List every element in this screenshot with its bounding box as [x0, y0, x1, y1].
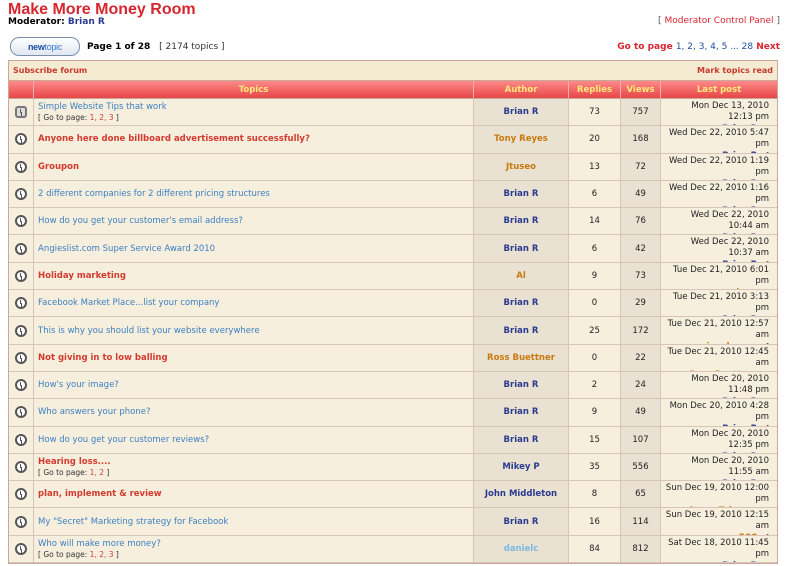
view-latest-post-icon[interactable] — [759, 151, 769, 152]
subscribe-bar — [9, 61, 777, 81]
replies-count: 25 — [569, 317, 621, 343]
table-row — [9, 235, 777, 262]
replies-count: 15 — [569, 427, 621, 453]
views-count: 107 — [621, 427, 661, 453]
views-count: 114 — [621, 508, 661, 534]
table-row — [9, 290, 777, 317]
topic-icon — [15, 215, 27, 227]
topic-pagination: [ Go to page: 1, 2 ] — [38, 468, 110, 477]
table-row — [9, 181, 777, 208]
mark-topics-read-link[interactable]: Mark topics read — [697, 66, 773, 75]
last-post-author-link[interactable] — [722, 479, 757, 480]
table-row — [9, 208, 777, 235]
topic-title-link[interactable]: Not giving in to low balling — [38, 352, 168, 363]
view-latest-post-icon[interactable] — [759, 561, 769, 562]
replies-count: 14 — [569, 208, 621, 234]
last-post-date: Wed Dec 22, 2010 1:16 pm — [668, 182, 769, 204]
view-latest-post-icon[interactable] — [759, 479, 769, 480]
table-row — [9, 372, 777, 399]
page-info — [87, 42, 225, 52]
last-post-date: Wed Dec 22, 2010 10:44 am — [690, 210, 769, 232]
last-post-date: Tue Dec 21, 2010 12:57 am — [667, 319, 769, 341]
replies-count: 16 — [569, 508, 621, 534]
moderator-name[interactable]: Brian R — [67, 17, 105, 27]
last-post-date: Mon Dec 20, 2010 11:48 pm — [691, 373, 769, 395]
last-post-date: Tue Dec 21, 2010 12:45 am — [667, 346, 769, 368]
topic-title-link[interactable]: Groupon — [38, 161, 80, 172]
topic-title-link[interactable]: Holiday marketing — [38, 270, 126, 281]
views-count: 49 — [621, 181, 661, 207]
column-views: Views — [621, 81, 661, 98]
moderator-control-panel: [ Moderator Control Panel ] — [657, 16, 780, 26]
column-author: Author — [474, 81, 569, 98]
replies-count: 84 — [569, 536, 621, 562]
topic-page-links[interactable]: 1, 2 — [89, 468, 104, 477]
last-post-date: Mon Dec 20, 2010 4:28 pm — [669, 401, 769, 423]
replies-count: 35 — [569, 454, 621, 480]
views-count: 76 — [621, 208, 661, 234]
topic-icon — [15, 352, 27, 364]
page-links[interactable]: 1, 2, 3, 4, 5 ... 28 — [675, 42, 754, 52]
view-latest-post-icon[interactable] — [759, 342, 769, 343]
topic-title-link[interactable]: Who will make more money? — [38, 538, 161, 549]
table-header — [9, 81, 777, 99]
replies-count: 9 — [569, 399, 621, 425]
table-row — [9, 399, 777, 426]
view-latest-post-icon[interactable] — [759, 370, 769, 371]
topic-title-link[interactable]: 2 different companies for 2 different pricing structures — [38, 189, 270, 200]
topic-title-link[interactable]: How do you get your customer reviews? — [38, 434, 210, 445]
last-post-author-link[interactable] — [722, 424, 757, 425]
views-count: 42 — [621, 235, 661, 261]
last-post-author-link[interactable] — [722, 260, 757, 261]
topic-title-link[interactable]: plan, implement & review — [38, 489, 162, 500]
topic-author-link[interactable]: danielc — [503, 543, 539, 554]
topic-author-link[interactable]: Brian R — [503, 298, 539, 309]
view-latest-post-icon[interactable] — [759, 288, 769, 289]
views-count: 29 — [621, 290, 661, 316]
topic-title-link[interactable]: Facebook Market Place...list your company — [38, 298, 220, 309]
replies-count: 20 — [569, 126, 621, 152]
last-post-date: Sat Dec 18, 2010 11:45 pm — [668, 537, 769, 559]
view-latest-post-icon[interactable] — [759, 424, 769, 425]
last-post-author-link[interactable] — [688, 506, 757, 507]
last-post-date: Sun Dec 19, 2010 12:15 am — [665, 510, 769, 532]
topic-author-link[interactable]: Ross Buettner — [487, 352, 555, 363]
views-count: 22 — [621, 345, 661, 371]
last-post-date: Sun Dec 19, 2010 12:00 pm — [665, 483, 769, 505]
topic-title-link[interactable]: Anyone here done billboard advertisement successfully? — [38, 134, 310, 145]
topic-author-link[interactable]: Brian R — [503, 107, 539, 118]
column-last-post: Last post — [696, 84, 742, 95]
last-post-date: Mon Dec 13, 2010 12:13 pm — [691, 101, 769, 122]
topic-author-link[interactable]: Brian R — [503, 434, 539, 445]
replies-count: 9 — [569, 263, 621, 289]
last-post-date: Mon Dec 20, 2010 11:55 am — [691, 455, 769, 477]
topic-page-links[interactable]: 1, 2, 3 — [89, 549, 114, 559]
replies-count: 0 — [569, 290, 621, 316]
topic-author-link[interactable]: Brian R — [503, 516, 539, 527]
view-latest-post-icon[interactable] — [759, 397, 769, 398]
topic-rows — [9, 99, 777, 563]
topic-title-link[interactable]: Simple Website Tips that work — [38, 102, 167, 113]
last-post-author-link[interactable] — [722, 315, 757, 316]
last-post-author-link[interactable] — [722, 206, 757, 207]
last-post-author-link[interactable] — [722, 233, 757, 234]
last-post-author-link[interactable] — [722, 452, 757, 453]
topic-icon — [15, 488, 27, 500]
view-latest-post-icon[interactable] — [759, 533, 769, 534]
view-latest-post-icon[interactable] — [759, 206, 769, 207]
pinned-topic-icon — [15, 106, 27, 118]
column-replies: Replies — [569, 81, 621, 98]
table-row — [9, 481, 777, 508]
topic-author-link[interactable]: Brian R — [503, 243, 539, 254]
views-count: 556 — [621, 454, 661, 480]
moderator-label: Moderator: — [8, 17, 65, 27]
topic-author-link[interactable]: Brian R — [503, 216, 539, 227]
topic-icon — [15, 161, 27, 173]
topic-icon — [15, 297, 27, 309]
topic-author-link[interactable]: Al — [516, 270, 526, 281]
topic-title-link[interactable]: How do you get your customer's email address? — [38, 216, 243, 227]
topic-icon — [15, 133, 27, 145]
last-post-date: Tue Dec 21, 2010 6:01 pm — [672, 264, 769, 286]
page-title[interactable]: Make More Money Room — [8, 1, 196, 18]
last-post-author-link[interactable] — [722, 151, 757, 152]
views-count: 73 — [621, 263, 661, 289]
view-latest-post-icon[interactable] — [759, 315, 769, 316]
view-latest-post-icon[interactable] — [759, 452, 769, 453]
views-count: 72 — [621, 154, 661, 180]
topic-icon — [15, 243, 27, 255]
last-post-author-link[interactable] — [722, 561, 757, 562]
topic-title-link[interactable]: Hearing loss.... — [38, 457, 111, 467]
last-post-date: Wed Dec 22, 2010 5:47 pm — [668, 128, 769, 150]
topic-title-link[interactable]: Who answers your phone? — [38, 407, 151, 418]
replies-count: 2 — [569, 372, 621, 398]
views-count: 812 — [621, 536, 661, 562]
view-latest-post-icon[interactable] — [759, 179, 769, 180]
topic-icon — [15, 461, 27, 473]
topic-icon — [15, 406, 27, 418]
views-count: 49 — [621, 399, 661, 425]
topic-page-links[interactable]: 1, 2, 3 — [89, 113, 114, 123]
view-latest-post-icon[interactable] — [759, 124, 769, 125]
last-post-author-link[interactable] — [722, 124, 757, 125]
view-latest-post-icon[interactable] — [759, 506, 769, 507]
table-row — [9, 99, 777, 126]
views-count: 172 — [621, 317, 661, 343]
topic-title-link[interactable]: My "Secret" Marketing strategy for Facebook — [38, 516, 229, 527]
views-count: 65 — [621, 481, 661, 507]
last-post-author-link[interactable] — [681, 342, 757, 343]
moderator-control-panel-link[interactable]: Moderator Control Panel — [664, 16, 774, 26]
last-post-author-link[interactable] — [703, 288, 758, 289]
table-row — [9, 536, 777, 563]
topic-author-link[interactable]: Brian R — [503, 407, 539, 418]
topic-icon — [15, 379, 27, 391]
last-post-date: Wed Dec 22, 2010 10:37 am — [690, 237, 769, 259]
table-row — [9, 126, 777, 153]
topic-icon — [15, 188, 27, 200]
topic-author-link[interactable]: Jtuseo — [506, 161, 536, 172]
topic-title-link[interactable]: This is why you should list your website everywhere — [38, 325, 260, 336]
last-post-date: Wed Dec 22, 2010 1:19 pm — [668, 155, 769, 177]
topic-author-link[interactable]: Brian R — [503, 380, 539, 391]
topics-count: [ 2174 topics ] — [159, 42, 225, 52]
replies-count: 0 — [569, 345, 621, 371]
last-post-author-link[interactable] — [739, 533, 757, 534]
last-post-date: Tue Dec 21, 2010 3:13 pm — [672, 292, 769, 314]
topics-table — [8, 60, 778, 564]
replies-count: 73 — [569, 99, 621, 125]
topic-icon — [15, 270, 27, 282]
topic-pagination: [ Go to page: 1, 2, 3 ] — [38, 113, 119, 123]
table-row — [9, 508, 777, 535]
topic-author-link[interactable]: Brian R — [503, 325, 539, 336]
view-latest-post-icon[interactable] — [759, 233, 769, 234]
table-row — [9, 427, 777, 454]
topic-author-link[interactable]: Mikey P — [502, 462, 540, 472]
replies-count: 8 — [569, 481, 621, 507]
topic-pagination: [ Go to page: 1, 2, 3 ] — [38, 549, 119, 559]
last-post-author-link[interactable] — [689, 370, 757, 371]
column-topics: Topics — [34, 81, 474, 98]
view-latest-post-icon[interactable] — [759, 260, 769, 261]
table-row — [9, 317, 777, 344]
last-post-date: Mon Dec 20, 2010 12:35 pm — [691, 428, 769, 450]
table-row — [9, 345, 777, 372]
next-page-link[interactable]: Next — [756, 42, 780, 52]
topic-icon — [15, 325, 27, 337]
topic-author-link[interactable]: Tony Reyes — [494, 134, 548, 145]
table-row — [9, 263, 777, 290]
views-count: 757 — [621, 99, 661, 125]
goto-label: Go to page — [617, 42, 673, 52]
replies-count: 13 — [569, 154, 621, 180]
replies-count: 6 — [569, 235, 621, 261]
topic-icon — [15, 516, 27, 528]
last-post-author-link[interactable] — [722, 179, 757, 180]
topic-title-link[interactable]: How's your image? — [38, 380, 119, 391]
views-count: 168 — [621, 126, 661, 152]
replies-count: 6 — [569, 181, 621, 207]
moderator-line — [8, 17, 105, 27]
topic-icon — [15, 434, 27, 446]
topic-title-link[interactable]: Angieslist.com Super Service Award 2010 — [38, 243, 216, 254]
subscribe-forum-link[interactable]: Subscribe forum — [13, 66, 88, 75]
page-indicator: Page 1 of 28 — [87, 42, 151, 52]
pagination — [617, 42, 780, 52]
last-post-author-link[interactable] — [722, 397, 757, 398]
table-row — [9, 154, 777, 181]
topic-icon — [15, 543, 27, 555]
topic-author-link[interactable]: Brian R — [503, 189, 539, 200]
topic-author-link[interactable]: John Middleton — [484, 489, 558, 500]
table-row — [9, 454, 777, 481]
new-topic-button[interactable]: new topic — [10, 37, 80, 56]
views-count: 24 — [621, 372, 661, 398]
